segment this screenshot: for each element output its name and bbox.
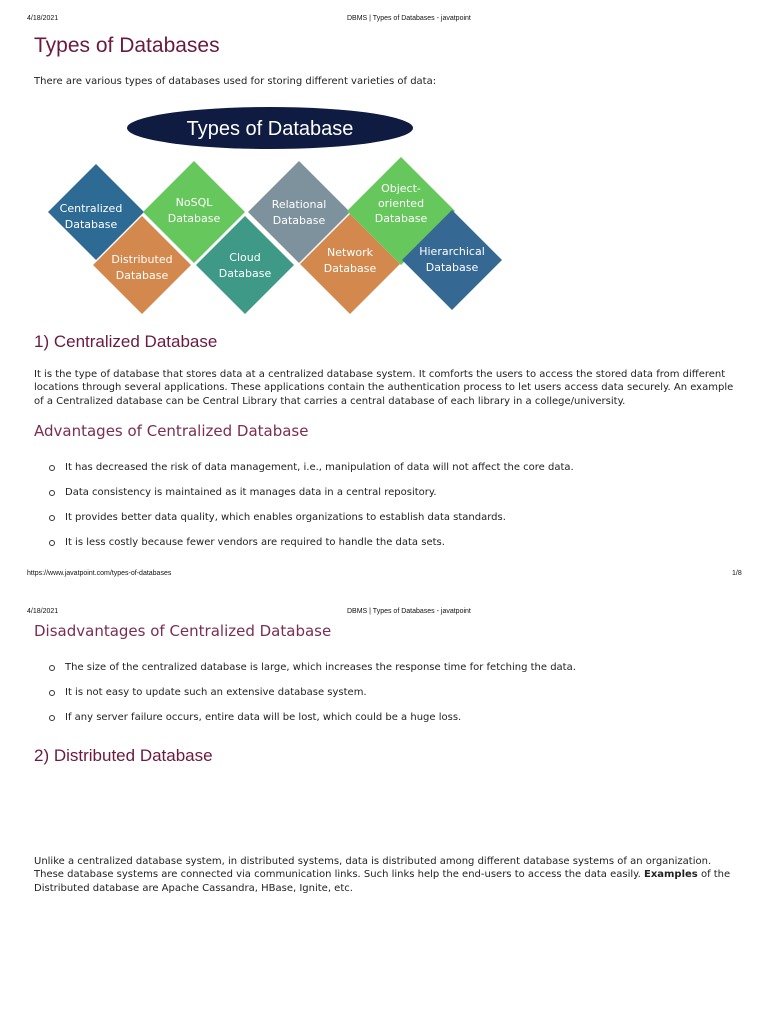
section2-title: 2) Distributed Database	[34, 746, 213, 765]
section1-title: 1) Centralized Database	[34, 332, 218, 351]
disadvantages-title: Disadvantages of Centralized Database	[34, 622, 332, 640]
advantages-list	[48, 461, 574, 561]
diamond-hierarchical-line1: Hierarchical	[419, 245, 485, 258]
list-item: It has decreased the risk of data management, i.e., manipulation of data will not affect the core data.	[48, 461, 574, 486]
section1-text: It is the type of database that stores data at a centralized database system. It comforts the users to access the stored data from different locations through several applications. These applications contain the authentication process to let users access data securely. An example of a Centralized database can be Central Library that carries a central database of each library in a college/university.	[34, 369, 734, 407]
advantages-title: Advantages of Centralized Database	[34, 422, 309, 440]
page1-header-title: DBMS | Types of Databases - javatpoint	[347, 15, 471, 22]
diamond-relational-line2: Database	[272, 214, 326, 227]
page2-header-title: DBMS | Types of Databases - javatpoint	[347, 608, 471, 615]
disadvantages-list	[48, 661, 576, 736]
diamond-relational-line1: Relational	[271, 198, 327, 211]
diamond-nosql-line1: NoSQL	[175, 196, 213, 209]
list-item: If any server failure occurs, entire data will be lost, which could be a huge loss.	[48, 711, 576, 736]
list-item: It is less costly because fewer vendors are required to handle the data sets.	[48, 536, 574, 561]
list-item: Data consistency is maintained as it manages data in a central repository.	[48, 486, 574, 511]
diamond-network-line2: Database	[323, 262, 377, 275]
page1-footer-page: 1/8	[732, 570, 742, 577]
diamond-centralized-line2: Database	[64, 218, 118, 231]
diagram-banner-label: Types of Database	[186, 118, 354, 140]
diamond-cloud-line2: Database	[218, 267, 272, 280]
diamond-distributed-line1: Distributed	[111, 253, 173, 266]
page-title: Types of Databases	[34, 34, 220, 57]
page2-header-date: 4/18/2021	[27, 608, 59, 615]
diamond-distributed-line2: Database	[115, 269, 169, 282]
page1-header-date: 4/18/2021	[27, 15, 59, 22]
page1-footer-url[interactable]: https://www.javatpoint.com/types-of-databases	[27, 570, 172, 577]
diamond-object-oriented-line3: Database	[374, 212, 428, 225]
diamond-centralized-line1: Centralized	[59, 202, 123, 215]
intro-text: There are various types of databases used for storing different varieties of data:	[34, 76, 437, 87]
diamond-object-oriented-line1: Object-	[381, 182, 421, 195]
section2-text-a: Unlike a centralized database system, in distributed systems, data is distributed among different database systems of an organization. These database systems are connected via communication links. Such links help the end-users to access the data easily.	[34, 856, 712, 881]
diamond-object-oriented-line2: oriented	[377, 197, 425, 210]
diamond-cloud-line1: Cloud	[229, 251, 261, 264]
diamond-network-line1: Network	[327, 246, 373, 259]
list-item: It provides better data quality, which enables organizations to establish data standards.	[48, 511, 574, 536]
list-item: The size of the centralized database is large, which increases the response time for fetching the data.	[48, 661, 576, 686]
list-item: It is not easy to update such an extensive database system.	[48, 686, 576, 711]
diamond-nosql-line2: Database	[167, 212, 221, 225]
section2-text-bold: Examples	[643, 869, 698, 881]
section2-text	[34, 855, 734, 895]
types-of-database-diagram	[36, 104, 506, 316]
section2-text-b: of the Distributed database are Apache Cassandra, HBase, Ignite, etc.	[34, 869, 731, 894]
diamond-hierarchical-line2: Database	[425, 261, 479, 274]
